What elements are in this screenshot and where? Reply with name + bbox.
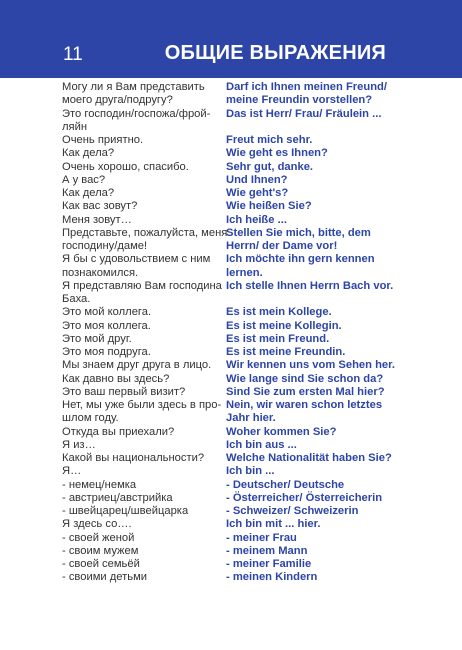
german-phrase [226,426,402,439]
phrase-row [62,306,402,319]
german-phrase [226,333,402,346]
phrase-row [62,505,402,518]
russian-phrase [62,439,226,452]
german-phrase [226,571,402,584]
german-phrase-line: Ich heiße ... [226,213,287,226]
german-phrase [226,492,402,505]
german-phrase-line: - meinem Mann [226,544,308,557]
german-phrase-line: Es ist meine Kollegin. [226,319,342,332]
russian-phrase-line: Как дела? [62,147,115,160]
russian-phrase-line: Я… [62,465,82,478]
russian-phrase-line: Это мой друг. [62,332,132,345]
german-phrase-line: Wie geht's? [226,187,289,199]
german-phrase [226,359,402,372]
russian-phrase [62,571,226,584]
german-phrase-line: Nein, wir waren schon letztes [226,399,383,411]
russian-phrase-line: - своей семьёй [62,558,140,570]
phrase-row [62,81,402,108]
german-phrase [226,214,402,227]
russian-phrase-line: Я здесь со…. [62,518,132,531]
german-phrase-line: Darf ich Ihnen meinen Freund/ [226,81,387,93]
russian-phrase [62,227,226,254]
german-phrase-line: Ich stelle Ihnen Herrn Bach vor. [226,279,394,292]
russian-phrase [62,426,226,439]
russian-phrase [62,479,226,492]
phrase-row [62,465,402,478]
german-phrase [226,479,402,492]
phrase-list [62,81,402,585]
german-phrase-line: Ich bin mit ... hier. [226,518,321,531]
german-phrase-line: Jahr hier. [226,412,276,425]
phrase-row [62,479,402,492]
russian-phrase [62,346,226,359]
german-phrase-line: Woher kommen Sie? [226,425,337,438]
russian-phrase-line: ляйн [62,120,88,133]
russian-phrase-line: - австриец/австрийка [62,491,173,504]
phrase-row [62,386,402,399]
russian-phrase-line: Очень хорошо, спасибо. [62,160,189,173]
russian-phrase [62,200,226,213]
phrase-row [62,359,402,372]
page-header [0,0,462,78]
german-phrase [226,518,402,531]
phrase-row [62,174,402,187]
phrase-row [62,333,402,346]
german-phrase [226,200,402,213]
russian-phrase-line: Я бы с удовольствием с ним [62,253,211,266]
german-phrase [226,346,402,359]
russian-phrase [62,359,226,372]
russian-phrase-line: Меня зовут… [62,213,132,226]
russian-phrase [62,147,226,160]
german-phrase-line: Es ist meine Freundin. [226,346,346,358]
german-phrase [226,439,402,452]
german-phrase-line: - meinen Kindern [226,571,318,584]
german-phrase [226,306,402,319]
german-phrase [226,227,402,254]
russian-phrase [62,505,226,518]
german-phrase-line: Welche Nationalität haben Sie? [226,452,392,464]
phrase-row [62,147,402,160]
german-phrase [226,532,402,545]
russian-phrase [62,558,226,571]
german-phrase-line: Es ist mein Freund. [226,332,330,345]
phrase-row [62,492,402,505]
german-phrase-line: lernen. [226,266,263,279]
phrase-row [62,161,402,174]
russian-phrase-line: - своими детьми [62,571,148,584]
german-phrase [226,134,402,147]
german-phrase-line: - Schweizer/ Schweizerin [226,505,359,517]
german-phrase [226,452,402,465]
russian-phrase-line: Это моя подруга. [62,346,151,358]
phrase-row [62,253,402,280]
german-phrase [226,558,402,571]
russian-phrase-line: Мы знаем друг друга в лицо. [62,359,212,372]
russian-phrase [62,320,226,333]
russian-phrase-line: господину/даме! [62,240,148,252]
german-phrase-line: Wie geht es Ihnen? [226,147,328,160]
german-phrase-line: Freut mich sehr. [226,134,313,146]
phrase-row [62,426,402,439]
phrase-row [62,280,402,307]
german-phrase-line: Sehr gut, danke. [226,160,314,173]
german-phrase-line: - meiner Frau [226,531,297,544]
german-phrase-line: meine Freundin vorstellen? [226,94,373,107]
russian-phrase-line: Какой вы национальности? [62,452,205,464]
german-phrase [226,373,402,386]
phrase-row [62,134,402,147]
russian-phrase-line: А у вас? [62,173,106,186]
phrase-row [62,532,402,545]
german-phrase-line: Ich bin ... [226,465,275,478]
german-phrase [226,465,402,478]
russian-phrase-line: - своей женой [62,531,135,544]
german-phrase-line: Ich möchte ihn gern kennen [226,253,375,266]
german-phrase [226,147,402,160]
russian-phrase-line: Как давно вы здесь? [62,372,170,385]
phrase-row [62,373,402,386]
russian-phrase [62,306,226,319]
phrase-row [62,346,402,359]
german-phrase-line: Wir kennen uns vom Sehen her. [226,359,395,372]
russian-phrase-line: - швейцарец/швейцарка [62,505,189,517]
russian-phrase-line: Я представляю Вам господина [62,279,222,292]
russian-phrase [62,187,226,200]
german-phrase [226,505,402,518]
phrase-row [62,558,402,571]
phrase-row [62,399,402,426]
russian-phrase [62,253,226,280]
german-phrase-line: Wie lange sind Sie schon da? [226,372,384,385]
german-phrase [226,108,402,135]
russian-phrase [62,545,226,558]
russian-phrase-line: Это моя коллега. [62,319,151,332]
phrase-row [62,452,402,465]
russian-phrase [62,492,226,505]
phrase-row [62,571,402,584]
german-phrase [226,161,402,174]
russian-phrase [62,518,226,531]
german-phrase-line: Ich bin aus ... [226,438,297,451]
german-phrase-line: Sind Sie zum ersten Mal hier? [226,385,385,398]
russian-phrase [62,161,226,174]
german-phrase-line: - Österreicher/ Österreicherin [226,491,383,504]
german-phrase [226,386,402,399]
german-phrase [226,187,402,200]
german-phrase [226,545,402,558]
phrase-row [62,200,402,213]
russian-phrase-line: познакомился. [62,266,139,279]
phrase-row [62,108,402,135]
russian-phrase [62,373,226,386]
russian-phrase [62,532,226,545]
german-phrase-line: Und Ihnen? [226,173,288,186]
phrase-row [62,545,402,558]
german-phrase-line: - meiner Familie [226,558,312,570]
russian-phrase [62,399,226,426]
russian-phrase-line: Очень приятно. [62,134,144,146]
german-phrase [226,280,402,307]
german-phrase [226,81,402,108]
russian-phrase-line: Нет, мы уже были здесь в про- [62,399,222,411]
german-phrase [226,174,402,187]
russian-phrase-line: - немец/немка [62,478,137,491]
phrase-row [62,320,402,333]
russian-phrase [62,386,226,399]
russian-phrase [62,214,226,227]
german-phrase [226,399,402,426]
russian-phrase-line: Откуда вы приехали? [62,425,175,438]
russian-phrase [62,134,226,147]
russian-phrase-line: Баха. [62,293,91,305]
russian-phrase-line: Это ваш первый визит? [62,385,186,398]
german-phrase [226,253,402,280]
russian-phrase [62,333,226,346]
phrase-row [62,518,402,531]
german-phrase [226,320,402,333]
page-number: 11 [63,44,83,65]
german-phrase-line: Das ist Herr/ Frau/ Fräulein ... [226,107,382,120]
russian-phrase [62,280,226,307]
phrase-row [62,187,402,200]
russian-phrase [62,465,226,478]
russian-phrase-line: Это господин/госпожа/фрой- [62,107,211,120]
german-phrase-line: Stellen Sie mich, bitte, dem [226,226,371,239]
german-phrase-line: Herrn/ der Dame vor! [226,240,338,252]
russian-phrase-line: Могу ли я Вам представить [62,81,205,93]
russian-phrase-line: Как дела? [62,187,115,199]
russian-phrase-line: Я из… [62,438,96,451]
german-phrase-line: Es ist mein Kollege. [226,306,332,319]
german-phrase-line: Wie heißen Sie? [226,200,312,213]
russian-phrase-line: шлом году. [62,412,119,425]
russian-phrase-line: Представьте, пожалуйста, меня [62,226,228,239]
phrase-row [62,439,402,452]
russian-phrase-line: Это мой коллега. [62,306,152,319]
russian-phrase [62,174,226,187]
russian-phrase-line: моего друга/подругу? [62,94,173,107]
russian-phrase [62,108,226,135]
russian-phrase-line: Как вас зовут? [62,200,138,213]
phrase-row [62,214,402,227]
german-phrase-line: - Deutscher/ Deutsche [226,478,345,491]
russian-phrase-line: - своим мужем [62,544,139,557]
phrase-row [62,227,402,254]
russian-phrase [62,452,226,465]
page-title: ОБЩИЕ ВЫРАЖЕНИЯ [164,42,386,64]
russian-phrase [62,81,226,108]
